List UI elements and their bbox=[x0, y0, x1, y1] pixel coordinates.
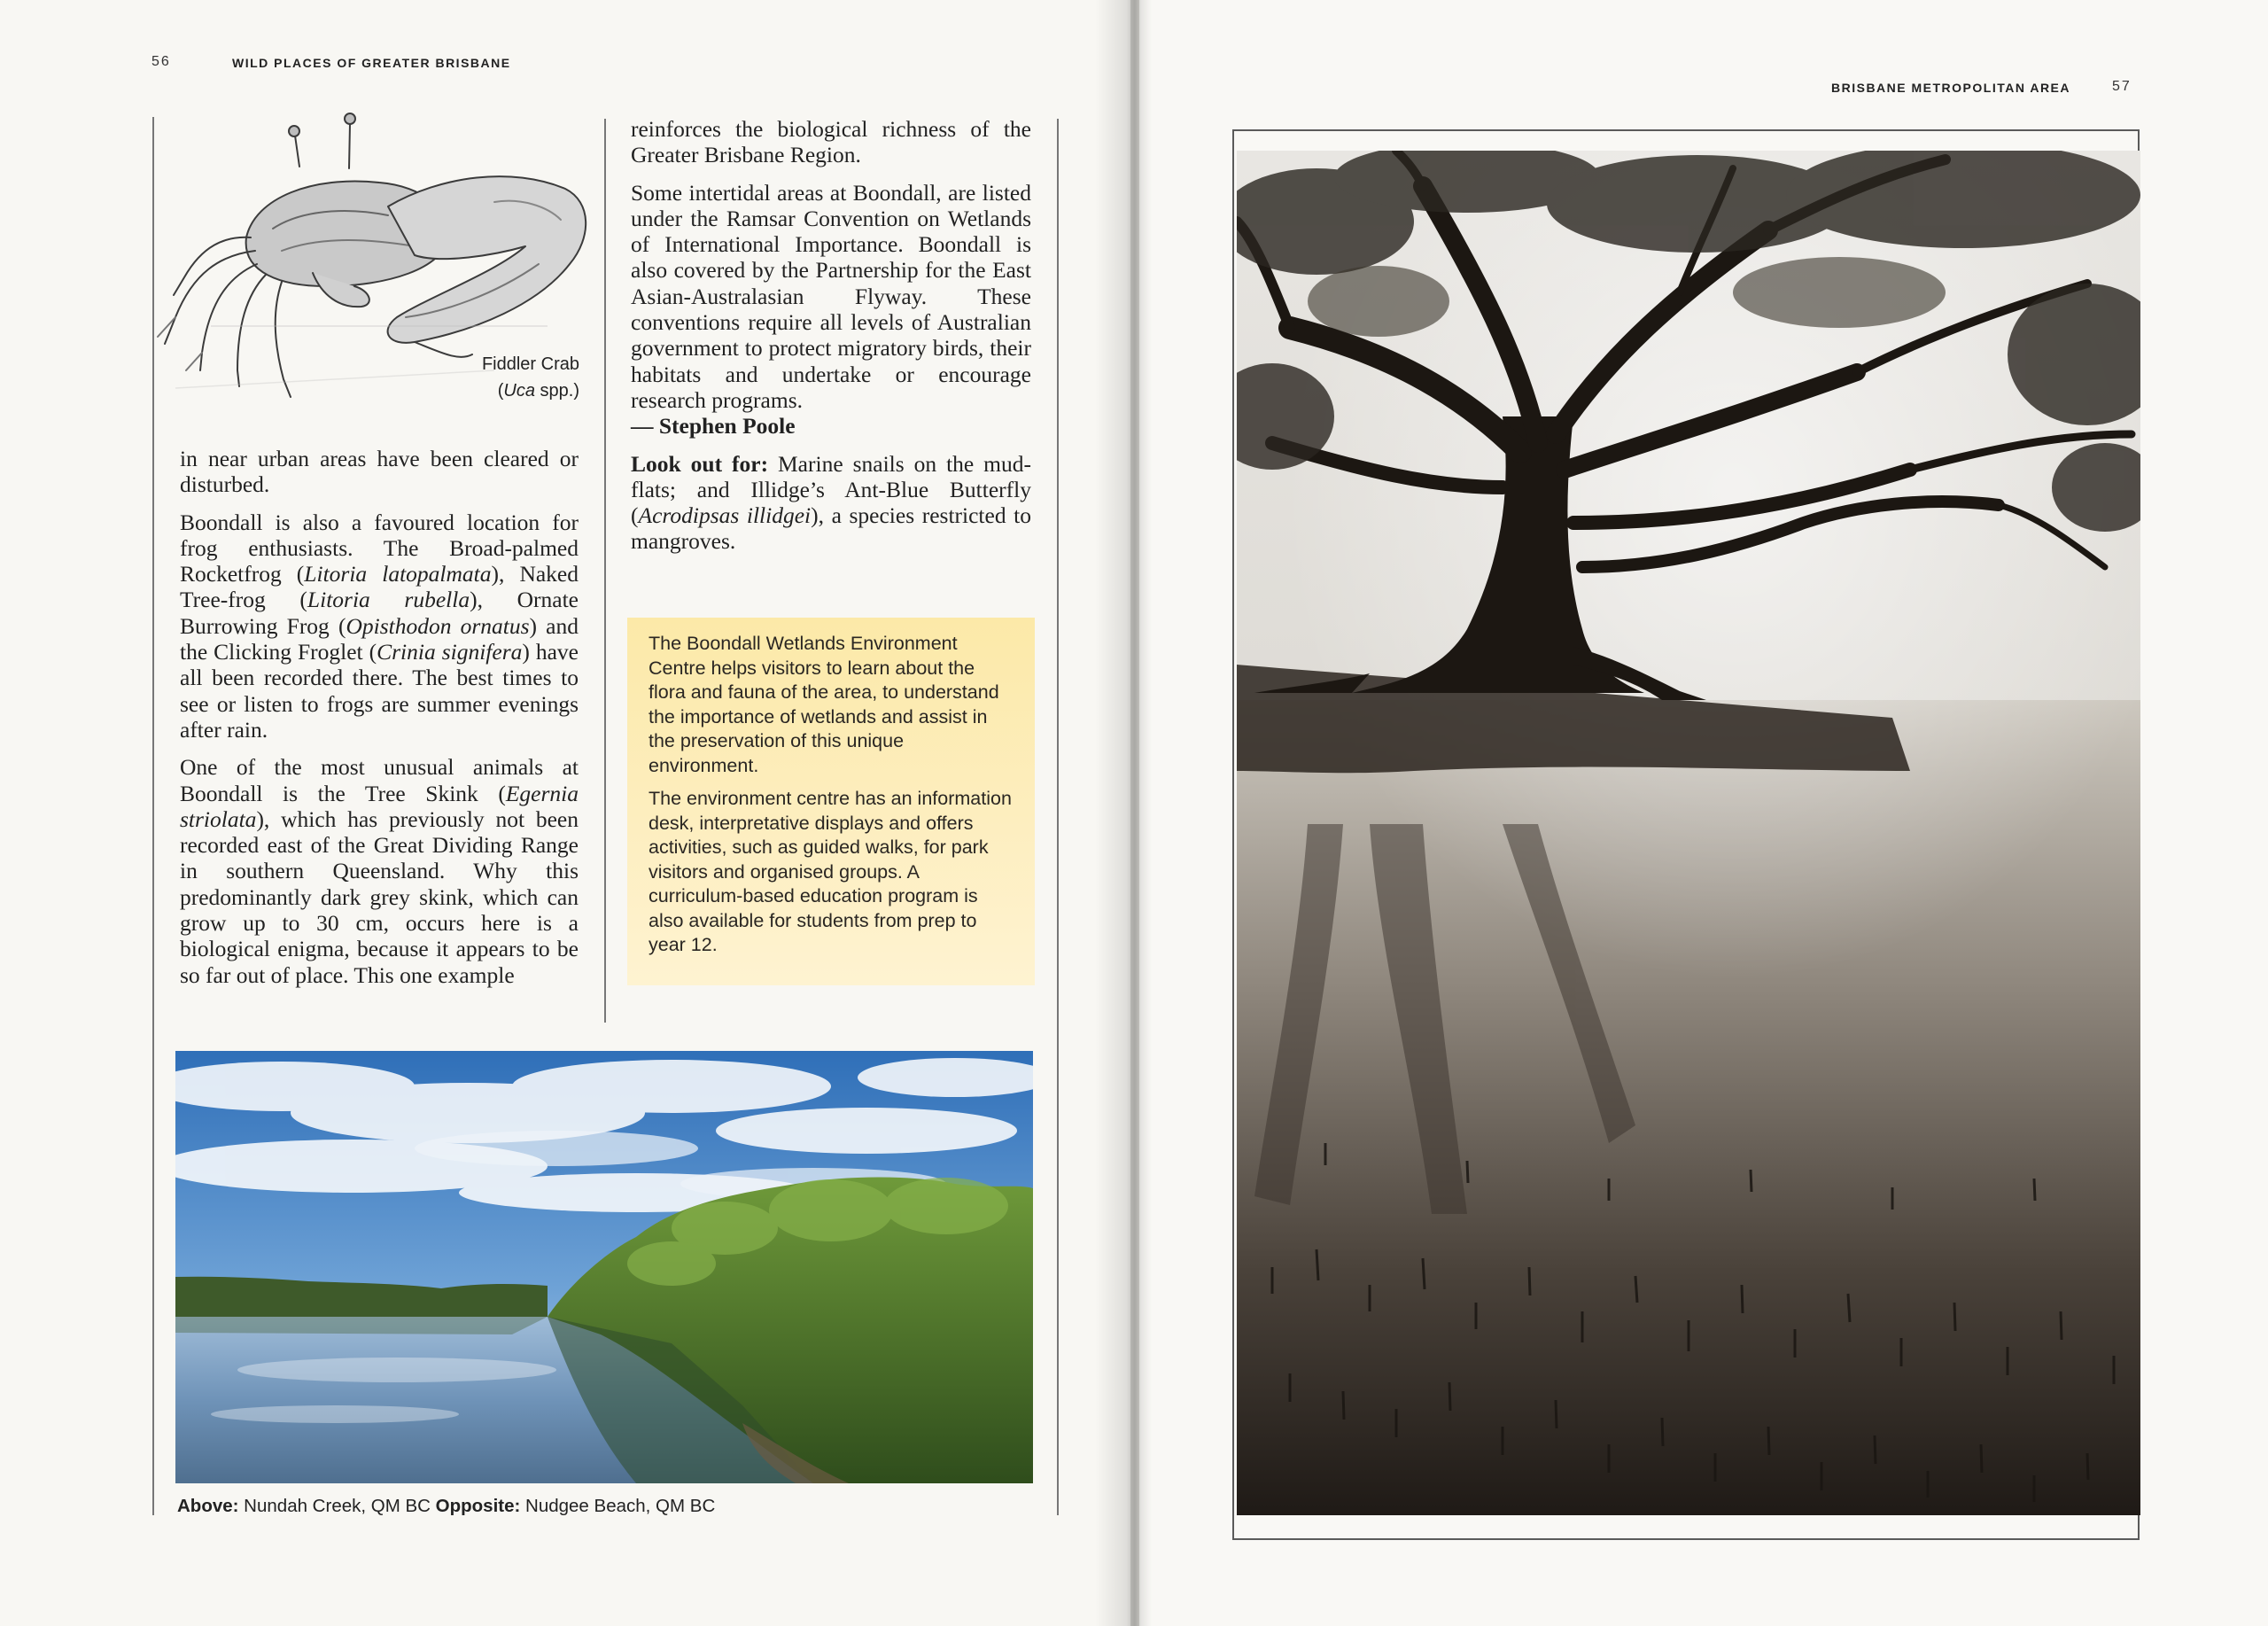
paragraph-ramsar: Some intertidal areas at Boondall, are listed under the Ramsar Convention on Wetlands of International Importance. Boondall is also covered by the Partnership for the East Asian-Australasian Flyway. These conventions require all levels of Australian government to protect migratory birds, their habitats and undertake or encourage research programs. bbox=[631, 179, 1031, 413]
left-running-head: WILD PLACES OF GREATER BRISBANE bbox=[232, 56, 511, 70]
environment-centre-infobox bbox=[627, 618, 1035, 985]
paragraph: reinforces the biological richness of the Greater Brisbane Region. bbox=[631, 116, 1031, 168]
crab-caption-name: Fiddler Crab bbox=[481, 354, 579, 374]
right-margin-rule bbox=[1057, 119, 1059, 1515]
right-running-head: BRISBANE METROPOLITAN AREA bbox=[1831, 81, 2070, 95]
crab-caption bbox=[478, 351, 579, 404]
author-credit: — Stephen Poole bbox=[631, 413, 796, 440]
caption-above-text: Nundah Creek, QM BC bbox=[238, 1496, 436, 1516]
caption-above-label: Above: bbox=[177, 1496, 239, 1516]
paragraph: in near urban areas have been cleared or disturbed. bbox=[180, 446, 579, 498]
left-page-number: 56 bbox=[151, 54, 171, 69]
left-page bbox=[0, 0, 1130, 1626]
paragraph-lookout: Look out for: Marine snails on the mud-flats; and Illidge’s Ant-Blue Butterfly (Acrodipsas illidgei), a species restricted to mangroves. bbox=[631, 450, 1031, 555]
crab-caption-species: (Uca spp.) bbox=[497, 381, 579, 401]
nudgee-beach-photo bbox=[1237, 151, 2140, 1515]
caption-opposite-text: Nudgee Beach, QM BC bbox=[520, 1496, 716, 1516]
caption-opposite-label: Opposite: bbox=[435, 1496, 521, 1516]
photo-caption bbox=[177, 1495, 715, 1518]
column-divider-rule bbox=[604, 119, 606, 1023]
creek-landscape-image bbox=[175, 1051, 1033, 1483]
right-page-number: 57 bbox=[2112, 79, 2132, 94]
infobox-paragraph: The environment centre has an information desk, interpretative displays and offers activities, such as guided walks, for park visitors and organised groups. A curriculum-based education program is also available for students from prep to year 12. bbox=[649, 788, 1012, 955]
infobox-paragraph: The Boondall Wetlands Environment Centre helps visitors to learn about the flora and fauna of the area, to understand the importance of wetlands and assist in the preservation of this unique environment. bbox=[649, 633, 999, 776]
text-column-1 bbox=[180, 446, 579, 1000]
mangrove-tree-image bbox=[1237, 151, 2140, 1515]
nundah-creek-photo bbox=[175, 1051, 1033, 1483]
paragraph-frogs: Boondall is also a favoured location for frog enthusiasts. The Broad-palmed Rocketfrog (Litoria latopalmata), Naked Tree-frog (Litoria rubella), Ornate Burrowing Frog (Opisthodon ornatus) and the Clicking Froglet (Crinia signifera) have all been recorded there. The best times to see or listen to frogs are summer evenings after rain. bbox=[180, 509, 579, 743]
text-column-2 bbox=[631, 116, 1031, 566]
right-page bbox=[1139, 0, 2268, 1626]
paragraph-skink: One of the most unusual animals at Boondall is the Tree Skink (Egernia striolata), which has previously not been recorded east of the Great Dividing Range in southern Queensland. Why this predominantly dark grey skink, which can grow up to 30 cm, occurs here is a biological enigma, because it appears to be so far out of place. This one example bbox=[180, 754, 579, 988]
